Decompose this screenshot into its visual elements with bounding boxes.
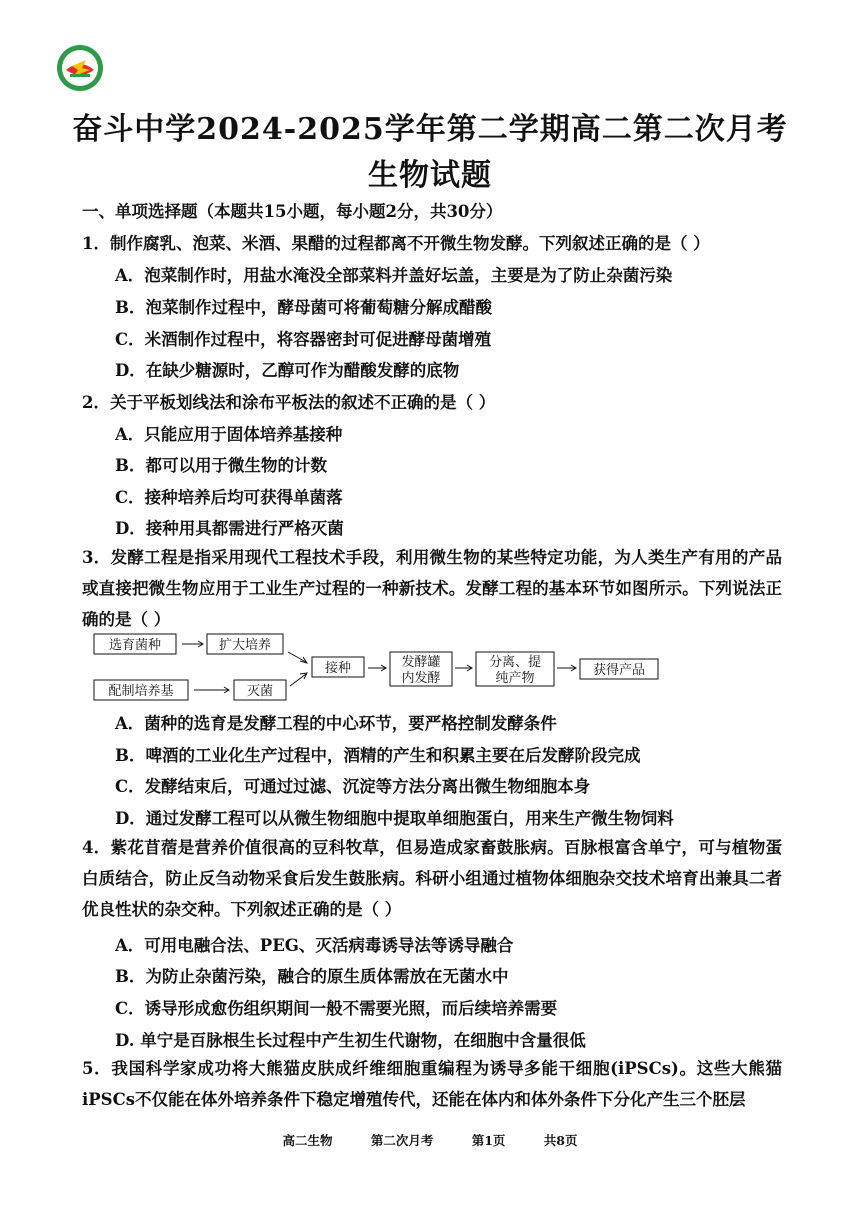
question-1-option-a: A．泡菜制作时，用盐水淹没全部菜料并盖好坛盖，主要是为了防止杂菌污染 xyxy=(115,266,673,285)
exam-subtitle: 生物试题 xyxy=(368,158,492,193)
page-footer xyxy=(0,1131,860,1149)
flow-label-prepare-medium: 配制培养基 xyxy=(108,684,174,699)
section-heading: 一、单项选择题（本题共15小题，每小题2分，共30分） xyxy=(82,202,503,221)
school-logo xyxy=(56,44,104,92)
flow-label-expand-culture: 扩大培养 xyxy=(218,638,272,653)
question-1-stem: 1．制作腐乳、泡菜、米酒、果醋的过程都离不开微生物发酵。下列叙述正确的是（ ） xyxy=(82,234,710,253)
question-3-option-b: B．啤酒的工业化生产过程中，酒精的产生和积累主要在后发酵阶段完成 xyxy=(115,746,641,765)
question-2-stem: 2．关于平板划线法和涂布平板法的叙述不正确的是（ ） xyxy=(82,393,496,412)
question-2-option-a: A．只能应用于固体培养基接种 xyxy=(115,425,343,444)
question-2-option-b: B．都可以用于微生物的计数 xyxy=(115,456,327,475)
flow-label-inoculate: 接种 xyxy=(324,661,352,676)
footer-exam: 第二次月考 xyxy=(370,1133,434,1148)
flow-label-product: 获得产品 xyxy=(592,663,646,678)
question-3-stem: 3．发酵工程是指采用现代工程技术手段，利用微生物的某些特定功能，为人类生产有用的产品或直接把微生物应用于工业生产过程的一种新技术。发酵工程的基本环节如图所示。下列说法正确的是（ ） xyxy=(82,548,782,629)
flow-label-ferment-2: 内发酵 xyxy=(401,671,441,686)
question-3-option-d: D．通过发酵工程可以从微生物细胞中提取单细胞蛋白，用来生产微生物饲料 xyxy=(115,809,674,828)
question-1-option-b: B．泡菜制作过程中，酵母菌可将葡萄糖分解成醋酸 xyxy=(115,298,492,317)
flow-label-select-strain: 选育菌种 xyxy=(108,638,162,653)
question-4-option-a: A．可用电融合法、PEG、灭活病毒诱导法等诱导融合 xyxy=(115,936,514,955)
question-4-option-b: B．为防止杂菌污染，融合的原生质体需放在无菌水中 xyxy=(115,967,509,986)
question-3-option-a: A．菌种的选育是发酵工程的中心环节，要严格控制发酵条件 xyxy=(115,714,557,733)
footer-page-number: 第1页 xyxy=(471,1133,506,1148)
question-5-stem: 5．我国科学家成功将大熊猫皮肤成纤维细胞重编程为诱导多能干细胞(iPSCs)。这些大熊猫iPSCs不仅能在体外培养条件下稳定增殖传代，还能在体内和体外条件下分化产生三个胚层 xyxy=(82,1059,782,1109)
exam-title: 奋斗中学2024-2025学年第二学期高二第二次月考 xyxy=(72,112,788,147)
flow-label-ferment-1: 发酵罐 xyxy=(401,655,441,670)
question-1-option-c: C．米酒制作过程中，将容器密封可促进酵母菌增殖 xyxy=(115,330,492,349)
question-2-option-d: D．接种用具都需进行严格灭菌 xyxy=(115,519,344,538)
flow-label-sterilize: 灭菌 xyxy=(246,684,274,699)
question-2-option-c: C．接种培养后均可获得单菌落 xyxy=(115,488,343,507)
fermentation-flow-diagram xyxy=(92,632,672,702)
question-4-option-c: C．诱导形成愈伤组织期间一般不需要光照，而后续培养需要 xyxy=(115,999,558,1018)
flow-label-separate-1: 分离、提 xyxy=(488,655,542,670)
footer-subject: 高二生物 xyxy=(282,1133,333,1148)
question-4-stem: 4．紫花苜蓿是营养价值很高的豆科牧草，但易造成家畜鼓胀病。百脉根富含单宁，可与植物蛋白质结合，防止反刍动物采食后发生鼓胀病。科研小组通过植物体细胞杂交技术培育出兼具二者优良性状的杂交种。下列叙述正确的是（ ） xyxy=(82,838,782,919)
footer-total-pages: 共8页 xyxy=(543,1133,578,1148)
question-1-option-d: D．在缺少糖源时，乙醇可作为醋酸发酵的底物 xyxy=(115,361,460,380)
flow-label-separate-2: 纯产物 xyxy=(495,671,535,686)
question-3-option-c: C．发酵结束后，可通过过滤、沉淀等方法分离出微生物细胞本身 xyxy=(115,777,591,796)
question-4-option-d: D. 单宁是百脉根生长过程中产生初生代谢物，在细胞中含量很低 xyxy=(115,1031,586,1050)
